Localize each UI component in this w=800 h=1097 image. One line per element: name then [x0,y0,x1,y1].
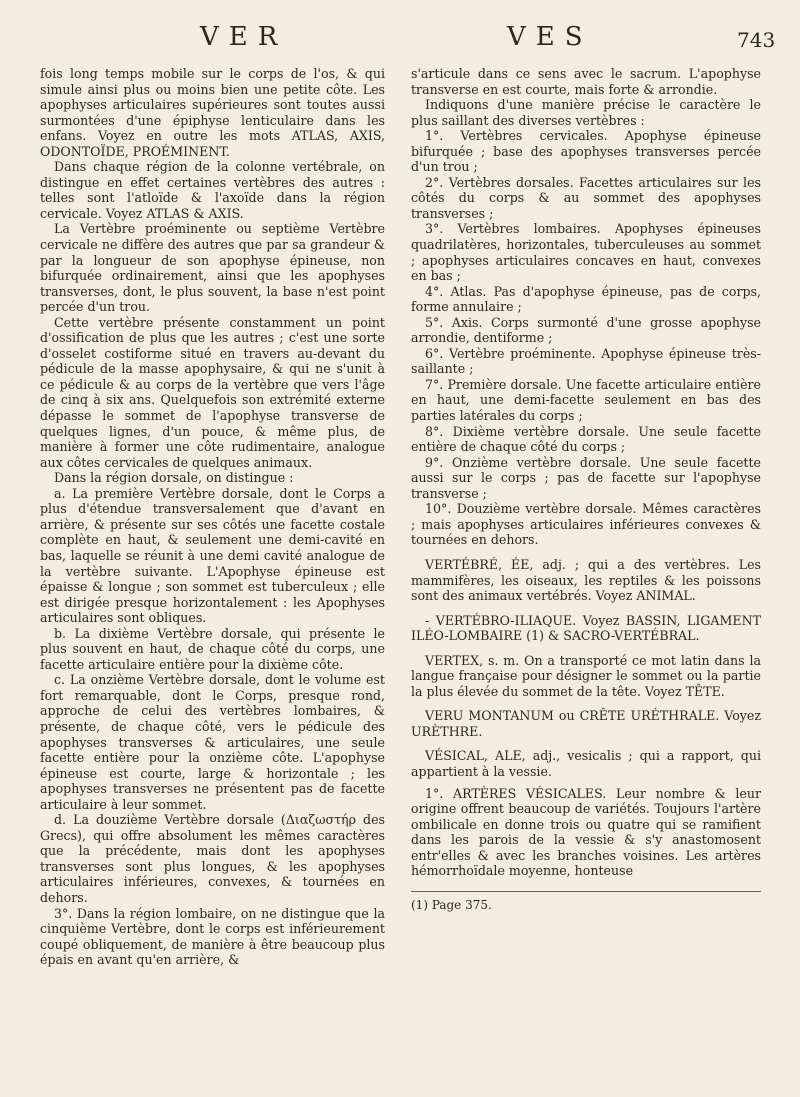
paragraph: s'articule dans ce sens avec le sacrum. L'apophyse transverse en est courte, mais forte & arrondie. [411,66,761,97]
paragraph: Cette vertèbre présente constamment un point d'ossification de plus que les autres ; c'est une sorte d'osselet costiforme situé en travers au-devant du pédicule de la masse apophysaire, & qui ne s'unit à ce pédicule & au corps de la vertèbre que vers l'âge de cinq à six ans. Quelquefois son extrémité externe dépasse le sommet de l'apophyse transverse de quelques lignes, d'un pouce, & même plus, de manière à former une côte rudimentaire, analogue aux côtes cervicales de quelques animaux. [40,314,385,470]
dictionary-entry: VÉSICAL, ALE, adj., vesicalis ; qui a rapport, qui appartient à la vessie. [411,748,761,779]
right-column [411,66,761,913]
paragraph: 3°. Dans la région lombaire, on ne distingue que la cinquième Vertèbre, dont le corps est inférieurement coupé obliquement, de manière à être beaucoup plus épais en avant qu'en arrière, & [40,905,385,968]
list-item: 7°. Première dorsale. Une facette articulaire entière en haut, une demi-facette seulement en bas des parties latérales du corps ; [411,376,761,424]
dictionary-entry: VERU MONTANUM ou CRÊTE URÉTHRALE. Voyez URÈTHRE. [411,708,761,739]
page-number: 743 [737,28,776,52]
paragraph: d. La douzième Vertèbre dorsale (Διαζωστήρ des Grecs), qui offre absolument les mêmes caractères que la précédente, mais dont les apophyses transverses sont plus longues, & les apophyses articulaires inférieures, convexes, & tournées en dehors. [40,812,385,905]
paragraph: Dans chaque région de la colonne vertébrale, on distingue en effet certaines vertèbres des autres : telles sont l'atloïde & l'axoïde dans la région cervicale. Voyez ATLAS & AXIS. [40,159,385,221]
dictionary-entry: - VERTÉBRO-ILIAQUE. Voyez BASSIN, LIGAMENT ILÉO-LOMBAIRE (1) & SACRO-VERTÉBRAL. [411,612,761,644]
paragraph: b. La dixième Vertèbre dorsale, qui présente le plus souvent en haut, de chaque côté du corps, une facette articulaire entière pour la dixième côte. [40,625,385,672]
list-item: 9°. Onzième vertèbre dorsale. Une seule facette aussi sur le corps ; pas de facette sur l'apophyse transverse ; [411,454,761,501]
dictionary-entry: 1°. ARTÈRES VÉSICALES. Leur nombre & leur origine offrent beaucoup de variétés. Toujours l'artère ombilicale en donne trois ou quatre qui se ramifient dans les parois de la vessie & s'y anastomosent entr'elles & avec les branches voisines. Les artères hémorrhoïdale moyenne, honteuse [411,785,761,879]
list-item: 8°. Dixième vertèbre dorsale. Une seule facette entière de chaque côté du corps ; [411,423,761,455]
list-item: 10°. Douzième vertèbre dorsale. Mêmes caractères ; mais apophyses articulaires inférieures convexes & tournées en dehors. [411,501,761,548]
running-header [0,22,800,62]
header-right-word: VES [507,22,593,52]
paragraph: Dans la région dorsale, on distingue : [54,470,294,486]
list-item: 6°. Vertèbre proéminente. Apophyse épineuse très-saillante ; [411,345,761,377]
header-left-word: VER [200,22,288,52]
paragraph: fois long temps mobile sur le corps de l'os, & qui simule ainsi plus ou moins bien une petite côte. Les apophyses articulaires supérieures sont toutes aussi surmontées d'une épiphyse lenticulaire dans les enfans. Voyez en outre les mots ATLAS, AXIS, ODONTOÏDE, PROÉMINENT. [40,66,385,159]
paragraph: c. La onzième Vertèbre dorsale, dont le volume est fort remarquable, dont le Corps, presque rond, approche de celui des vertèbres lombaires, & présente, de chaque côté, vers le pédicule des apophyses transverses & articulaires, une seule facette entière pour la onzième côte. L'apophyse épineuse est courte, large & horizontale ; les apophyses transverses ne présentent pas de facette articulaire à leur sommet. [40,672,385,812]
dictionary-entry: VERTEX, s. m. On a transporté ce mot latin dans la langue française pour désigner le sommet ou la partie la plus élevée du sommet de la tête. Voyez TÊTE. [411,652,761,699]
list-item: 2°. Vertèbres dorsales. Facettes articulaires sur les côtés du corps & au sommet des apophyses transverses ; [411,174,761,221]
list-item: 3°. Vertèbres lombaires. Apophyses épineuses quadrilatères, horizontales, tuberculeuses au sommet ; apophyses articulaires concaves en haut, convexes en bas ; [411,221,761,284]
list-item: 4°. Atlas. Pas d'apophyse épineuse, pas de corps, forme annulaire ; [411,283,761,315]
footnote: (1) Page 375. [411,897,492,912]
list-item: 1°. Vertèbres cervicales. Apophyse épineuse bifurquée ; base des apophyses transverses percée d'un trou ; [411,128,761,175]
left-column [40,66,385,968]
paragraph: Indiquons d'une manière précise le caractère le plus saillant des diverses vertèbres : [411,97,761,128]
paragraph: La Vertèbre proéminente ou septième Vertèbre cervicale ne diffère des autres que par sa grandeur & par la longueur de son apophyse épineuse, non bifurquée ordinairement, ainsi que les apophyses transverses, dont, le plus souvent, la base n'est point percée d'un trou. [40,221,385,315]
dictionary-entry: VERTÉBRÉ, ÉE, adj. ; qui a des vertèbres. Les mammifères, les oiseaux, les reptiles & les poissons sont des animaux vertébrés. Voyez ANIMAL. [411,556,761,604]
list-item: 5°. Axis. Corps surmonté d'une grosse apophyse arrondie, dentiforme ; [411,314,761,346]
footnote-divider [411,891,761,892]
paragraph: a. La première Vertèbre dorsale, dont le Corps a plus d'étendue transversalement que d'avant en arrière, & présente sur ses côtés une facette costale complète en haut, & seulement une demi-cavité en bas, laquelle se réunit à une demi cavité analogue de la vertèbre suivante. L'Apophyse épineuse est épaisse & longue ; son sommet est tuberculeux ; elle est dirigée presque horizontalement : les Apophyses articulaires sont obliques. [40,485,385,626]
